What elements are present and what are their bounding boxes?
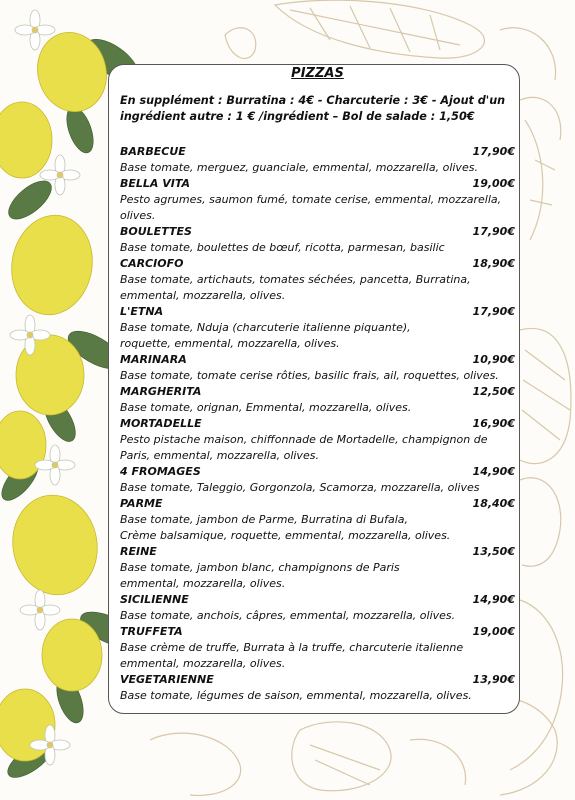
pizza-name: BOULETTES	[120, 225, 192, 238]
pizza-price: 13,90€	[472, 673, 515, 686]
pizza-name: 4 FROMAGES	[120, 465, 201, 478]
pizza-description: Base crème de truffe, Burrata à la truffe, charcuterie italienne emmental, mozzarella, olives.	[120, 641, 464, 670]
pizza-price: 10,90€	[472, 353, 515, 366]
pizza-description: Base tomate, artichauts, tomates séchées, pancetta, Burratina, emmental, mozzarella, olives.	[120, 273, 471, 302]
pizza-price: 16,90€	[472, 417, 515, 430]
pizza-item-header	[120, 544, 515, 560]
pizza-item	[120, 144, 515, 176]
pizza-description: Base tomate, boulettes de bœuf, ricotta, parmesan, basilic	[120, 241, 445, 254]
pizza-item-header	[120, 224, 515, 240]
pizza-price: 14,90€	[472, 593, 515, 606]
pizza-price: 17,90€	[472, 145, 515, 158]
pizza-name: CARCIOFO	[120, 257, 184, 270]
pizza-description: Base tomate, tomate cerise rôties, basilic frais, ail, roquettes, olives.	[120, 369, 499, 382]
pizza-price: 12,50€	[472, 385, 515, 398]
pizza-description: Base tomate, anchois, câpres, emmental, mozzarella, olives.	[120, 609, 456, 622]
pizza-name: BARBECUE	[120, 145, 186, 158]
pizza-item-header	[120, 304, 515, 320]
pizza-price: 18,40€	[472, 497, 515, 510]
pizza-item	[120, 256, 515, 304]
pizza-item	[120, 352, 515, 384]
pizza-description: Base tomate, Nduja (charcuterie italienne piquante), roquette, emmental, mozzarella, olives.	[120, 321, 411, 350]
pizza-item-header	[120, 672, 515, 688]
pizza-item	[120, 224, 515, 256]
pizza-item	[120, 304, 515, 352]
pizza-description: Pesto agrumes, saumon fumé, tomate cerise, emmental, mozzarella, olives.	[120, 193, 502, 222]
pizza-description: Base tomate, orignan, Emmental, mozzarella, olives.	[120, 401, 412, 414]
pizza-description: Base tomate, Taleggio, Gorgonzola, Scamorza, mozzarella, olives	[120, 481, 480, 494]
pizza-item	[120, 672, 515, 704]
pizza-description: Base tomate, jambon blanc, champignons de Paris emmental, mozzarella, olives.	[120, 561, 400, 590]
pizza-name: MORTADELLE	[120, 417, 202, 430]
pizza-item	[120, 592, 515, 624]
pizza-item-header	[120, 144, 515, 160]
pizza-name: MARINARA	[120, 353, 187, 366]
pizza-description: Pesto pistache maison, chiffonnade de Mortadelle, champignon de Paris, emmental, mozzarella, olives.	[120, 433, 488, 462]
supplement-note: En supplément : Burratina : 4€ - Charcuterie : 3€ - Ajout d'un ingrédient autre : 1 € /ingrédient – Bol de salade : 1,50€	[120, 94, 506, 123]
pizza-list	[120, 144, 515, 704]
pizza-item	[120, 496, 515, 544]
pizza-name: L'ETNA	[120, 305, 164, 318]
pizza-price: 19,00€	[472, 625, 515, 638]
pizza-name: SICILIENNE	[120, 593, 189, 606]
pizza-name: TRUFFETA	[120, 625, 183, 638]
pizza-price: 14,90€	[472, 465, 515, 478]
pizza-item-header	[120, 176, 515, 192]
pizza-item	[120, 416, 515, 464]
pizza-price: 19,00€	[472, 177, 515, 190]
pizza-item-header	[120, 256, 515, 272]
pizza-item	[120, 384, 515, 416]
pizza-item-header	[120, 464, 515, 480]
pizza-item	[120, 176, 515, 224]
pizza-description: Base tomate, merguez, guanciale, emmental, mozzarella, olives.	[120, 161, 478, 174]
menu-title: PIZZAS	[291, 66, 344, 81]
pizza-item-header	[120, 352, 515, 368]
pizza-item	[120, 624, 515, 672]
pizza-name: PARME	[120, 497, 163, 510]
pizza-item-header	[120, 416, 515, 432]
pizza-item-header	[120, 592, 515, 608]
pizza-item-header	[120, 496, 515, 512]
menu-content	[120, 66, 515, 704]
pizza-description: Base tomate, jambon de Parme, Burratina di Bufala, Crème balsamique, roquette, emmental, mozzarella, olives.	[120, 513, 451, 542]
pizza-name: VEGETARIENNE	[120, 673, 214, 686]
pizza-name: MARGHERITA	[120, 385, 202, 398]
pizza-price: 17,90€	[472, 225, 515, 238]
pizza-item	[120, 464, 515, 496]
pizza-price: 13,50€	[472, 545, 515, 558]
pizza-price: 18,90€	[472, 257, 515, 270]
pizza-price: 17,90€	[472, 305, 515, 318]
pizza-item	[120, 544, 515, 592]
pizza-item-header	[120, 624, 515, 640]
pizza-name: REINE	[120, 545, 157, 558]
pizza-name: BELLA VITA	[120, 177, 191, 190]
pizza-description: Base tomate, légumes de saison, emmental, mozzarella, olives.	[120, 689, 472, 702]
pizza-item-header	[120, 384, 515, 400]
